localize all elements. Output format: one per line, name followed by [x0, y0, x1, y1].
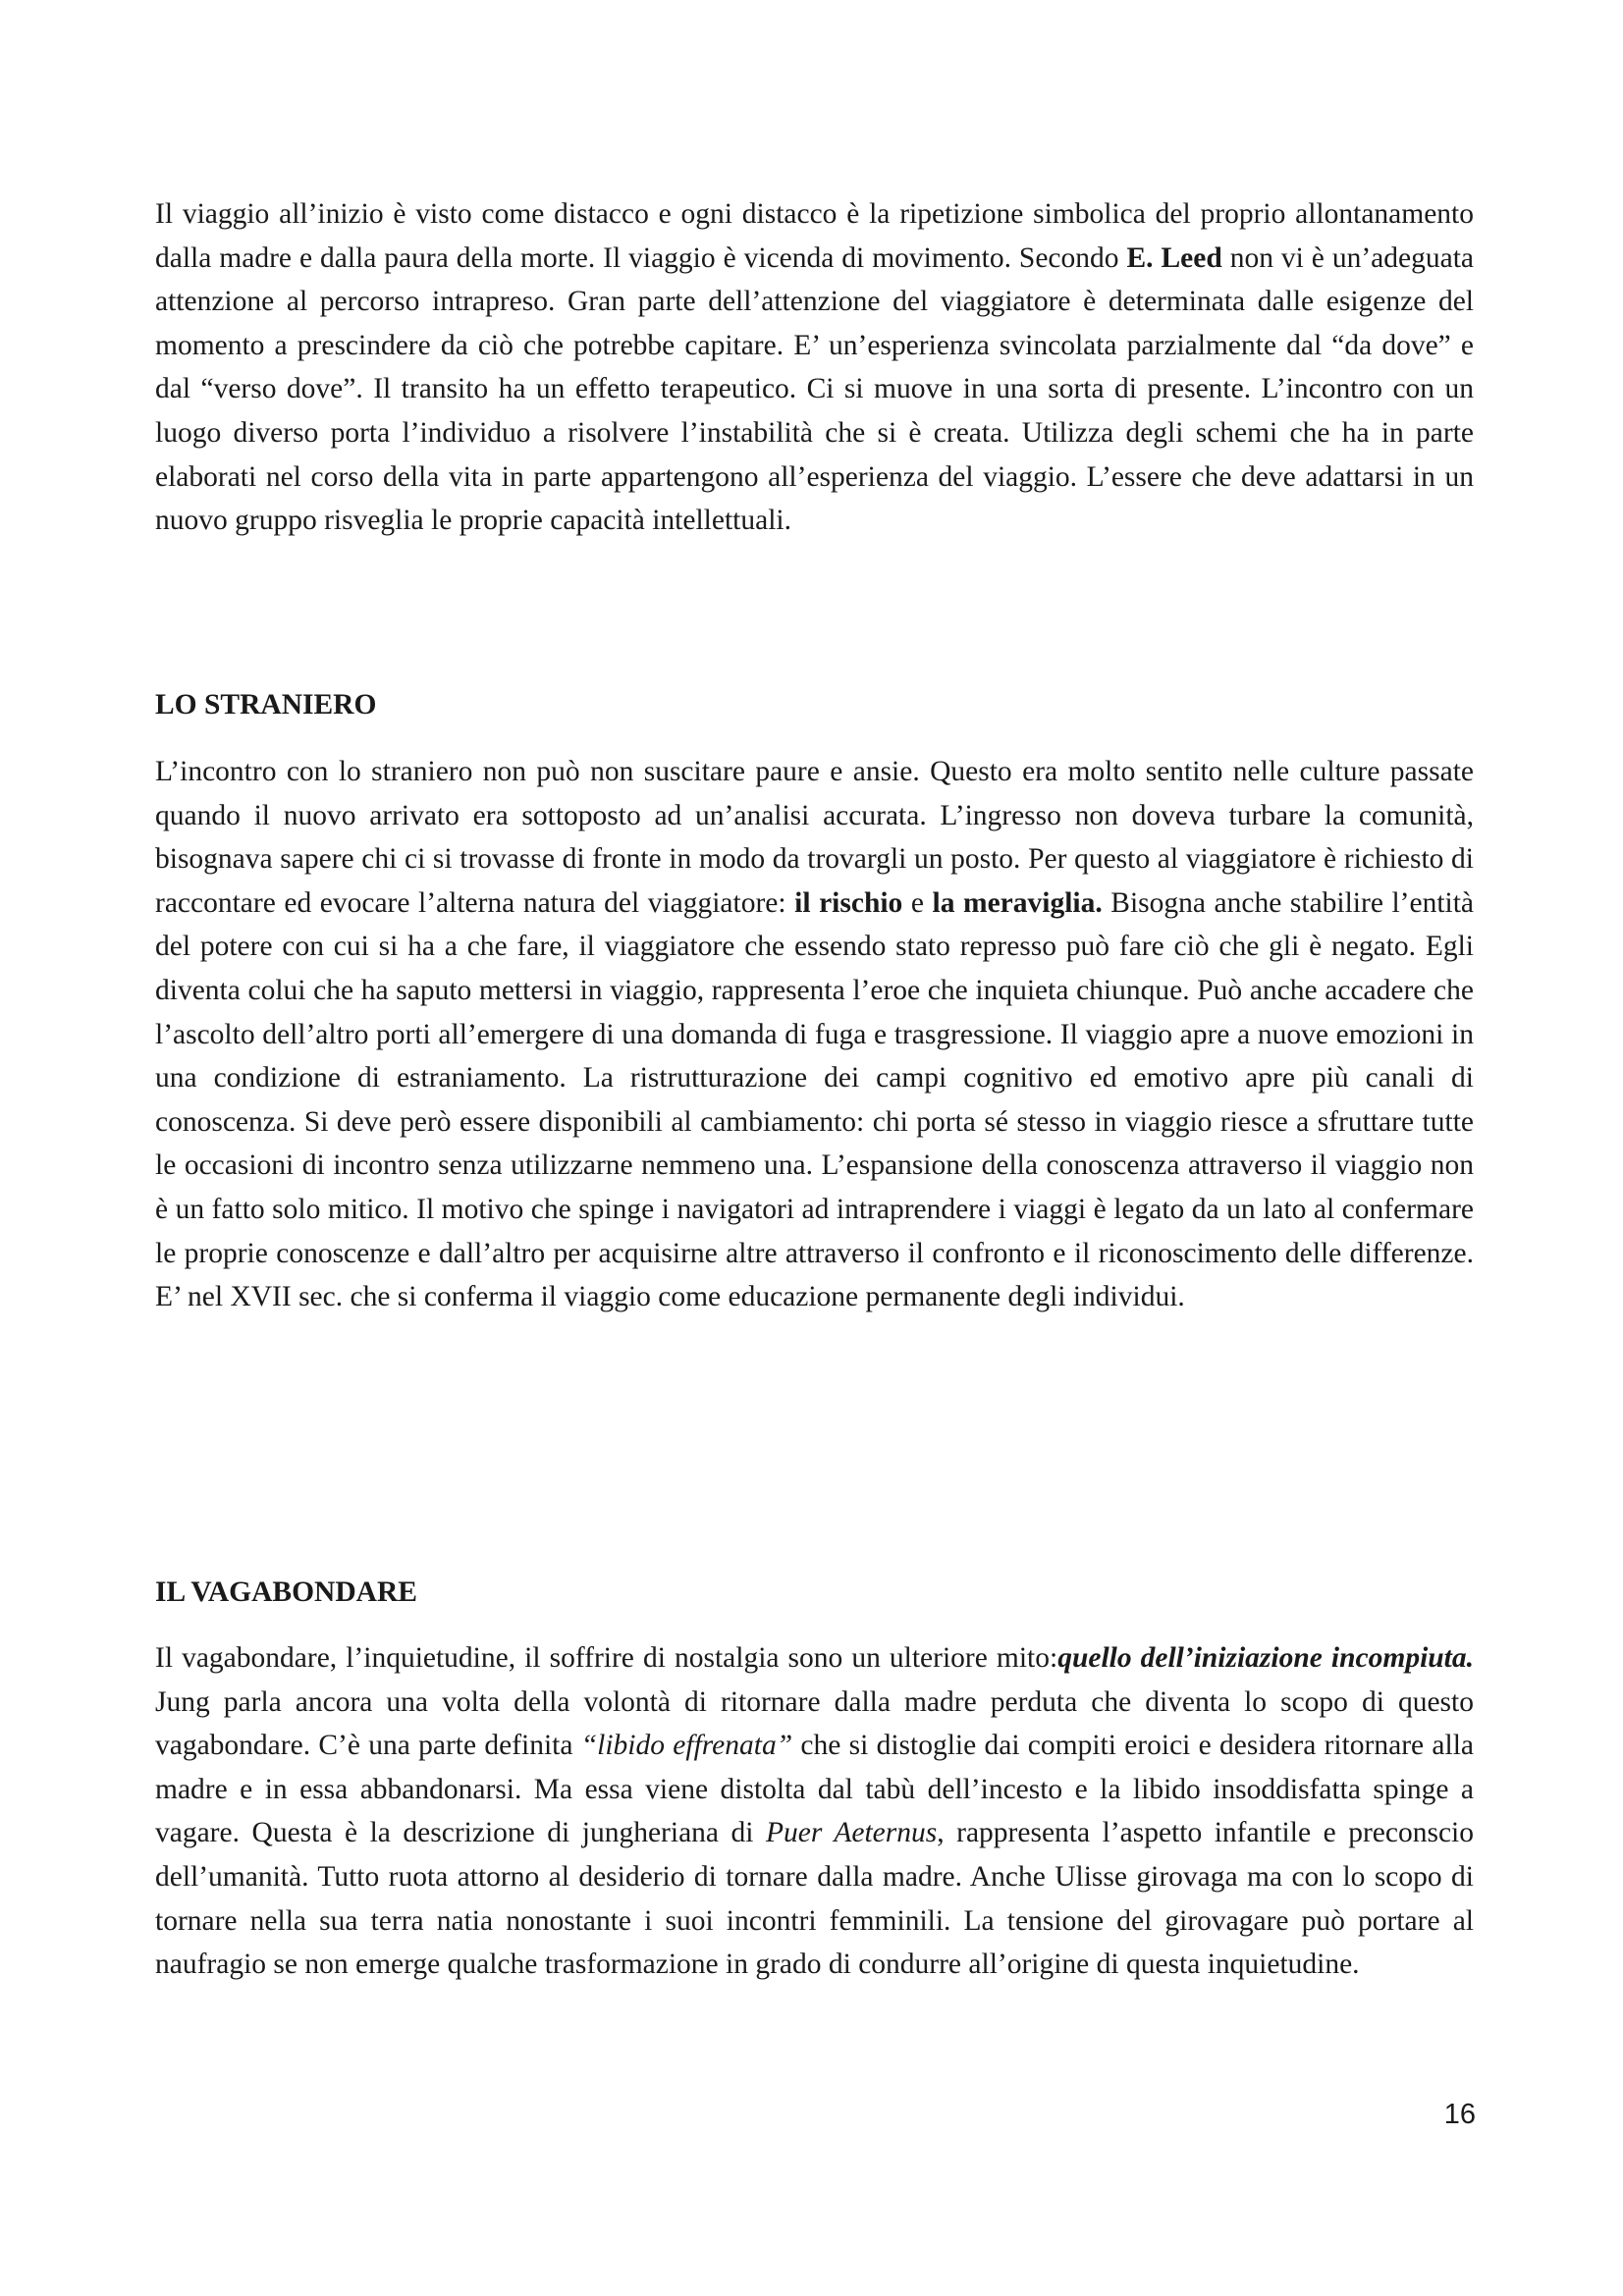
emphasis-meraviglia: la meraviglia.: [932, 886, 1103, 919]
vagabondare-text-3: che si distoglie dai compiti eroici e desidera ritornare alla madre e in essa abbandonarsi. Ma essa viene distolta dal tabù dell’incesto e la libido insoddisfatta spinge a vagare. Questa è la descrizione di jungheriana di: [155, 1730, 1475, 1849]
intro-text-1: Il viaggio all’inizio è visto come distacco e ogni distacco è la ripetizione simbolica del proprio allontanamento dalla madre e dalla paura della morte. Il viaggio è vicenda di movimento. Secondo: [155, 198, 1474, 274]
straniero-text-1: L’incontro con lo straniero non può non suscitare paure e ansie. Questo era molto sentito nelle culture passate quando il nuovo arrivato era sottoposto ad un’analisi accurata. L’ingresso non doveva turbare la comunità, bisognava sapere chi ci si trovasse di fronte in modo da trovargli un posto. Per questo al viaggiatore è richiesto di raccontare ed evocare l’alterna natura del viaggiatore:: [155, 756, 1474, 919]
emphasis-libido: “libido effrenata”: [580, 1730, 793, 1762]
straniero-text-3: Bisogna anche stabilire l’entità del potere con cui si ha a che fare, il viaggiatore che essendo stato represso può fare ciò che gli è negato. Egli diventa colui che ha saputo mettersi in viaggio, rappresenta l’eroe che inquieta chiunque. Può anche accadere che l’ascolto dell’altro porti all’emergere di una domanda di fuga e trasgressione. Il viaggio apre a nuove emozioni in una condizione di estraniamento. La ristrutturazione dei campi cognitivo ed emotivo apre più canali di conoscenza. Si deve però essere disponibili al cambiamento: chi porta sé stesso in viaggio riesce a sfruttare tutte le occasioni di incontro senza utilizzarne nemmeno una. L’espansione della conoscenza attraverso il viaggio non è un fatto solo mitico. Il motivo che spinge i navigatori ad intraprendere i viaggi è legato da un lato al confermare le proprie conoscenze e dall’altro per acquisirne altre attraverso il confronto e il riconoscimento delle differenze. E’ nel XVII sec. che si conferma il viaggio come educazione permanente degli individui.: [155, 886, 1475, 1313]
intro-paragraph: [155, 192, 1474, 543]
section-heading-vagabondare: IL VAGABONDARE: [155, 1576, 417, 1608]
emphasis-puer-aeternus: Puer Aeternus: [766, 1817, 938, 1849]
straniero-text-2: e: [902, 886, 933, 919]
straniero-paragraph: [155, 750, 1474, 1319]
page-number: 16: [1443, 2099, 1476, 2130]
vagabondare-paragraph: [155, 1636, 1474, 1987]
emphasis-iniziazione: quello dell’iniziazione incompiuta.: [1057, 1642, 1474, 1674]
intro-text-2: non vi è un’adeguata attenzione al percorso intrapreso. Gran parte dell’attenzione del viaggiatore è determinata dalle esigenze del momento a prescindere da ciò che potrebbe capitare. E’ un’esperienza svincolata parzialmente dal “da dove” e dal “verso dove”. Il transito ha un effetto terapeutico. Ci si muove in una sorta di presente. L’incontro con un luogo diverso porta l’individuo a risolvere l’instabilità che si è creata. Utilizza degli schemi che ha in parte elaborati nel corso della vita in parte appartengono all’esperienza del viaggio. L’essere che deve adattarsi in un nuovo gruppo risveglia le proprie capacità intellettuali.: [155, 241, 1474, 537]
vagabondare-text-2: Jung parla ancora una volta della volontà di ritornare dalla madre perduta che diventa lo scopo di questo vagabondare. C’è una parte definita: [155, 1685, 1474, 1762]
section-heading-straniero: LO STRANIERO: [155, 689, 377, 721]
author-name: E. Leed: [1126, 241, 1222, 274]
vagabondare-text-4: , rappresenta l’aspetto infantile e preconscio dell’umanità. Tutto ruota attorno al desiderio di tornare dalla madre. Anche Ulisse girovaga ma con lo scopo di tornare nella sua terra natia nonostante i suoi incontri femminili. La tensione del girovagare può portare al naufragio se non emerge qualche trasformazione in grado di condurre all’origine di questa inquietudine.: [155, 1817, 1474, 1981]
vagabondare-text-1: Il vagabondare, l’inquietudine, il soffrire di nostalgia sono un ulteriore mito:: [155, 1642, 1058, 1674]
emphasis-rischio: il rischio: [794, 886, 903, 919]
